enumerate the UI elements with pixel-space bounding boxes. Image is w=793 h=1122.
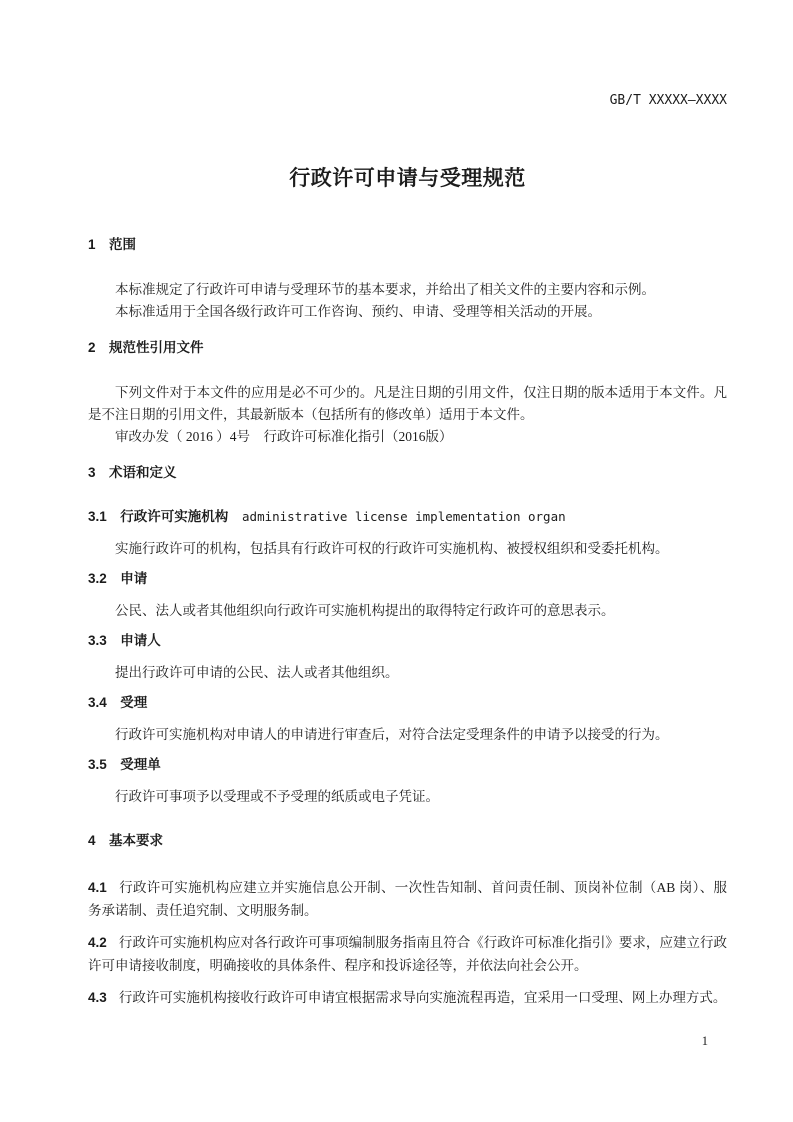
- section-normative-references: [88, 339, 727, 448]
- term-entry: [88, 508, 727, 560]
- section-basic-requirements: [88, 832, 727, 1009]
- term-definition: 提出行政许可申请的公民、法人或者其他组织。: [115, 665, 399, 680]
- term-heading: [88, 570, 727, 588]
- section-title: 范围: [109, 237, 137, 252]
- clause: [88, 986, 727, 1009]
- term-name: 申请: [120, 571, 148, 586]
- term-number: 3.3: [88, 633, 107, 648]
- term-number: 3.2: [88, 571, 107, 586]
- term-heading: [88, 508, 727, 526]
- section-number: 2: [88, 340, 96, 355]
- section-heading: [88, 236, 727, 254]
- term-definition: 实施行政许可的机构，包括具有行政许可权的行政许可实施机构、被授权组织和受委托机构。: [115, 541, 669, 556]
- page-number: 1: [701, 1034, 708, 1048]
- term-entry: [88, 632, 727, 684]
- term-definition: 行政许可事项予以受理或不予受理的纸质或电子凭证。: [115, 789, 439, 804]
- clause-number: 4.2: [88, 935, 107, 950]
- section-terms-definitions: [88, 464, 727, 808]
- paragraph: 本标准适用于全国各级行政许可工作咨询、预约、申请、受理等相关活动的开展。: [115, 304, 601, 319]
- document-title: 行政许可申请与受理规范: [289, 167, 526, 190]
- section-number: 1: [88, 237, 96, 252]
- clause-number: 4.3: [88, 990, 107, 1005]
- term-number: 3.5: [88, 757, 107, 772]
- clause-text: 行政许可实施机构应对各行政许可事项编制服务指南且符合《行政许可标准化指引》要求，应建立行政许可申请接收制度，明确接收的具体条件、程序和投诉途径等，并依法向社会公开。: [88, 935, 727, 973]
- term-heading: [88, 694, 727, 712]
- term-heading: [88, 632, 727, 650]
- section-number: 4: [88, 833, 96, 848]
- term-entry: [88, 570, 727, 622]
- section-heading: [88, 464, 727, 482]
- clause-text: 行政许可实施机构接收行政许可申请宜根据需求导向实施流程再造，宜采用一口受理、网上办理方式。: [118, 990, 727, 1005]
- term-english: administrative license implementation organ: [242, 509, 566, 524]
- paragraph: 本标准规定了行政许可申请与受理环节的基本要求，并给出了相关文件的主要内容和示例。: [115, 282, 655, 297]
- section-heading: [88, 832, 727, 850]
- term-heading: [88, 756, 727, 774]
- clause-number: 4.1: [88, 880, 107, 895]
- term-number: 3.4: [88, 695, 107, 710]
- paragraph: 下列文件对于本文件的应用是必不可少的。凡是注日期的引用文件，仅注日期的版本适用于本文件。凡是不注日期的引用文件，其最新版本（包括所有的修改单）适用于本文件。: [88, 385, 727, 422]
- reference-entry: 审改办发（ 2016 ）4号 行政许可标准化指引（2016版）: [115, 429, 453, 444]
- term-name: 受理: [120, 695, 148, 710]
- term-name: 行政许可实施机构: [120, 509, 229, 524]
- term-definition: 公民、法人或者其他组织向行政许可实施机构提出的取得特定行政许可的意思表示。: [115, 603, 615, 618]
- term-definition: 行政许可实施机构对申请人的申请进行审查后，对符合法定受理条件的申请予以接受的行为。: [115, 727, 669, 742]
- section-number: 3: [88, 465, 96, 480]
- clause-text: 行政许可实施机构应建立并实施信息公开制、一次性告知制、首问责任制、顶岗补位制（AB 岗）、服务承诺制、责任追究制、文明服务制。: [88, 880, 727, 918]
- section-title: 规范性引用文件: [109, 340, 204, 355]
- clause: [88, 931, 727, 977]
- section-title: 基本要求: [109, 833, 164, 848]
- term-name: 受理单: [120, 757, 161, 772]
- clause: [88, 876, 727, 922]
- term-number: 3.1: [88, 509, 107, 524]
- term-entry: [88, 694, 727, 746]
- term-entry: [88, 756, 727, 808]
- standard-code: GB/T XXXXX—XXXX: [609, 93, 727, 108]
- section-scope: [88, 236, 727, 323]
- section-heading: [88, 339, 727, 357]
- term-name: 申请人: [120, 633, 161, 648]
- section-title: 术语和定义: [109, 465, 177, 480]
